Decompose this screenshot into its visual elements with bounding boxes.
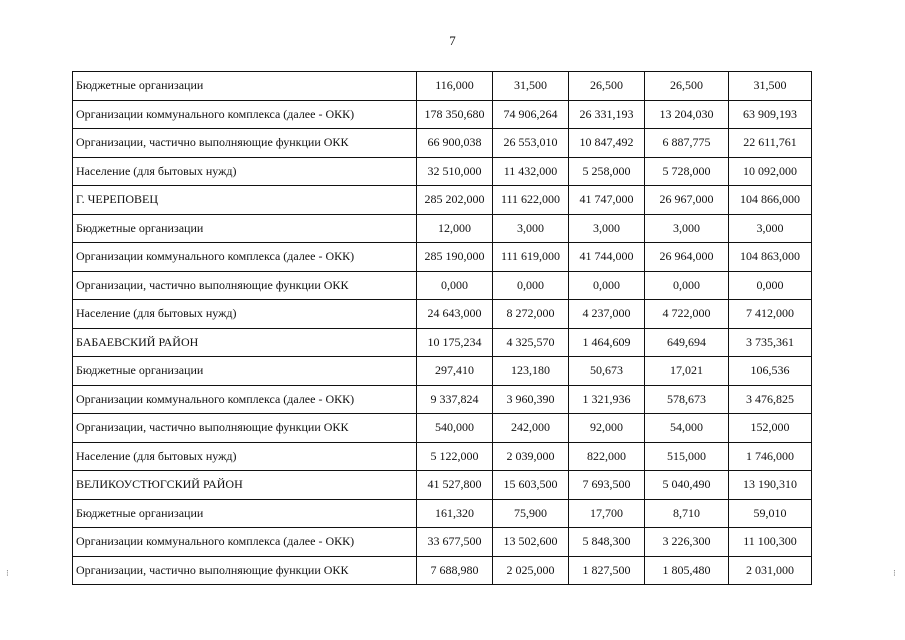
table-row	[73, 442, 812, 471]
table-row	[73, 72, 812, 101]
row-label: Бюджетные организации	[73, 72, 417, 101]
data-table	[72, 71, 812, 585]
value-cell: 6 887,775	[645, 129, 729, 158]
table-row	[73, 556, 812, 585]
table-row	[73, 385, 812, 414]
value-cell: 15 603,500	[493, 471, 569, 500]
value-cell: 50,673	[569, 357, 645, 386]
row-label: Бюджетные организации	[73, 214, 417, 243]
row-label: Организации, частично выполняющие функции ОКК	[73, 271, 417, 300]
table-row	[73, 414, 812, 443]
row-label: Население (для бытовых нужд)	[73, 157, 417, 186]
value-cell: 7 412,000	[729, 300, 812, 329]
value-cell: 22 611,761	[729, 129, 812, 158]
value-cell: 32 510,000	[417, 157, 493, 186]
table-row	[73, 528, 812, 557]
value-cell: 285 190,000	[417, 243, 493, 272]
table-row	[73, 100, 812, 129]
row-label: БАБАЕВСКИЙ РАЙОН	[73, 328, 417, 357]
value-cell: 10 092,000	[729, 157, 812, 186]
value-cell: 7 688,980	[417, 556, 493, 585]
value-cell: 17,021	[645, 357, 729, 386]
value-cell: 33 677,500	[417, 528, 493, 557]
value-cell: 10 847,492	[569, 129, 645, 158]
value-cell: 26 331,193	[569, 100, 645, 129]
value-cell: 0,000	[729, 271, 812, 300]
value-cell: 285 202,000	[417, 186, 493, 215]
value-cell: 11 100,300	[729, 528, 812, 557]
value-cell: 12,000	[417, 214, 493, 243]
value-cell: 0,000	[645, 271, 729, 300]
value-cell: 3,000	[729, 214, 812, 243]
table-row	[73, 214, 812, 243]
value-cell: 104 866,000	[729, 186, 812, 215]
value-cell: 178 350,680	[417, 100, 493, 129]
right-edge-mark: ⁝	[893, 568, 896, 578]
value-cell: 1 827,500	[569, 556, 645, 585]
value-cell: 515,000	[645, 442, 729, 471]
value-cell: 5 728,000	[645, 157, 729, 186]
value-cell: 5 122,000	[417, 442, 493, 471]
value-cell: 649,694	[645, 328, 729, 357]
table-body	[73, 72, 812, 585]
value-cell: 111 622,000	[493, 186, 569, 215]
table-row	[73, 157, 812, 186]
table-row	[73, 271, 812, 300]
value-cell: 26 967,000	[645, 186, 729, 215]
value-cell: 104 863,000	[729, 243, 812, 272]
table-row	[73, 129, 812, 158]
row-label: Организации, частично выполняющие функции ОКК	[73, 414, 417, 443]
value-cell: 9 337,824	[417, 385, 493, 414]
value-cell: 8 272,000	[493, 300, 569, 329]
table-row	[73, 186, 812, 215]
value-cell: 540,000	[417, 414, 493, 443]
page-number: 7	[449, 33, 456, 48]
row-label: Организации коммунального комплекса (далее - ОКК)	[73, 528, 417, 557]
value-cell: 26 964,000	[645, 243, 729, 272]
value-cell: 3,000	[493, 214, 569, 243]
value-cell: 59,010	[729, 499, 812, 528]
value-cell: 1 746,000	[729, 442, 812, 471]
value-cell: 7 693,500	[569, 471, 645, 500]
value-cell: 41 744,000	[569, 243, 645, 272]
value-cell: 26,500	[645, 72, 729, 101]
value-cell: 3 476,825	[729, 385, 812, 414]
value-cell: 116,000	[417, 72, 493, 101]
value-cell: 161,320	[417, 499, 493, 528]
row-label: Организации, частично выполняющие функции ОКК	[73, 129, 417, 158]
value-cell: 74 906,264	[493, 100, 569, 129]
value-cell: 66 900,038	[417, 129, 493, 158]
row-label: ВЕЛИКОУСТЮГСКИЙ РАЙОН	[73, 471, 417, 500]
value-cell: 2 039,000	[493, 442, 569, 471]
value-cell: 1 805,480	[645, 556, 729, 585]
value-cell: 41 527,800	[417, 471, 493, 500]
value-cell: 4 325,570	[493, 328, 569, 357]
value-cell: 5 040,490	[645, 471, 729, 500]
table-row	[73, 300, 812, 329]
left-edge-mark: ⁝	[6, 568, 9, 578]
value-cell: 10 175,234	[417, 328, 493, 357]
value-cell: 3 226,300	[645, 528, 729, 557]
value-cell: 13 190,310	[729, 471, 812, 500]
row-label: Население (для бытовых нужд)	[73, 300, 417, 329]
value-cell: 17,700	[569, 499, 645, 528]
table-row	[73, 328, 812, 357]
value-cell: 123,180	[493, 357, 569, 386]
row-label: Бюджетные организации	[73, 357, 417, 386]
value-cell: 26,500	[569, 72, 645, 101]
value-cell: 242,000	[493, 414, 569, 443]
value-cell: 63 909,193	[729, 100, 812, 129]
value-cell: 11 432,000	[493, 157, 569, 186]
value-cell: 4 722,000	[645, 300, 729, 329]
value-cell: 13 204,030	[645, 100, 729, 129]
value-cell: 578,673	[645, 385, 729, 414]
value-cell: 0,000	[493, 271, 569, 300]
value-cell: 75,900	[493, 499, 569, 528]
table-row	[73, 499, 812, 528]
value-cell: 3 735,361	[729, 328, 812, 357]
row-label: Организации коммунального комплекса (далее - ОКК)	[73, 243, 417, 272]
value-cell: 152,000	[729, 414, 812, 443]
row-label: Бюджетные организации	[73, 499, 417, 528]
value-cell: 26 553,010	[493, 129, 569, 158]
row-label: Население (для бытовых нужд)	[73, 442, 417, 471]
value-cell: 92,000	[569, 414, 645, 443]
value-cell: 4 237,000	[569, 300, 645, 329]
value-cell: 54,000	[645, 414, 729, 443]
value-cell: 3 960,390	[493, 385, 569, 414]
value-cell: 2 025,000	[493, 556, 569, 585]
table-row	[73, 357, 812, 386]
value-cell: 31,500	[493, 72, 569, 101]
row-label: Организации коммунального комплекса (далее - ОКК)	[73, 385, 417, 414]
value-cell: 3,000	[569, 214, 645, 243]
value-cell: 3,000	[645, 214, 729, 243]
value-cell: 31,500	[729, 72, 812, 101]
value-cell: 1 464,609	[569, 328, 645, 357]
value-cell: 822,000	[569, 442, 645, 471]
value-cell: 41 747,000	[569, 186, 645, 215]
table-row	[73, 243, 812, 272]
row-label: Организации, частично выполняющие функции ОКК	[73, 556, 417, 585]
value-cell: 111 619,000	[493, 243, 569, 272]
table-row	[73, 471, 812, 500]
row-label: Организации коммунального комплекса (далее - ОКК)	[73, 100, 417, 129]
value-cell: 8,710	[645, 499, 729, 528]
value-cell: 1 321,936	[569, 385, 645, 414]
value-cell: 24 643,000	[417, 300, 493, 329]
value-cell: 5 848,300	[569, 528, 645, 557]
value-cell: 13 502,600	[493, 528, 569, 557]
value-cell: 2 031,000	[729, 556, 812, 585]
row-label: Г. ЧЕРЕПОВЕЦ	[73, 186, 417, 215]
value-cell: 0,000	[417, 271, 493, 300]
value-cell: 297,410	[417, 357, 493, 386]
value-cell: 0,000	[569, 271, 645, 300]
value-cell: 106,536	[729, 357, 812, 386]
value-cell: 5 258,000	[569, 157, 645, 186]
